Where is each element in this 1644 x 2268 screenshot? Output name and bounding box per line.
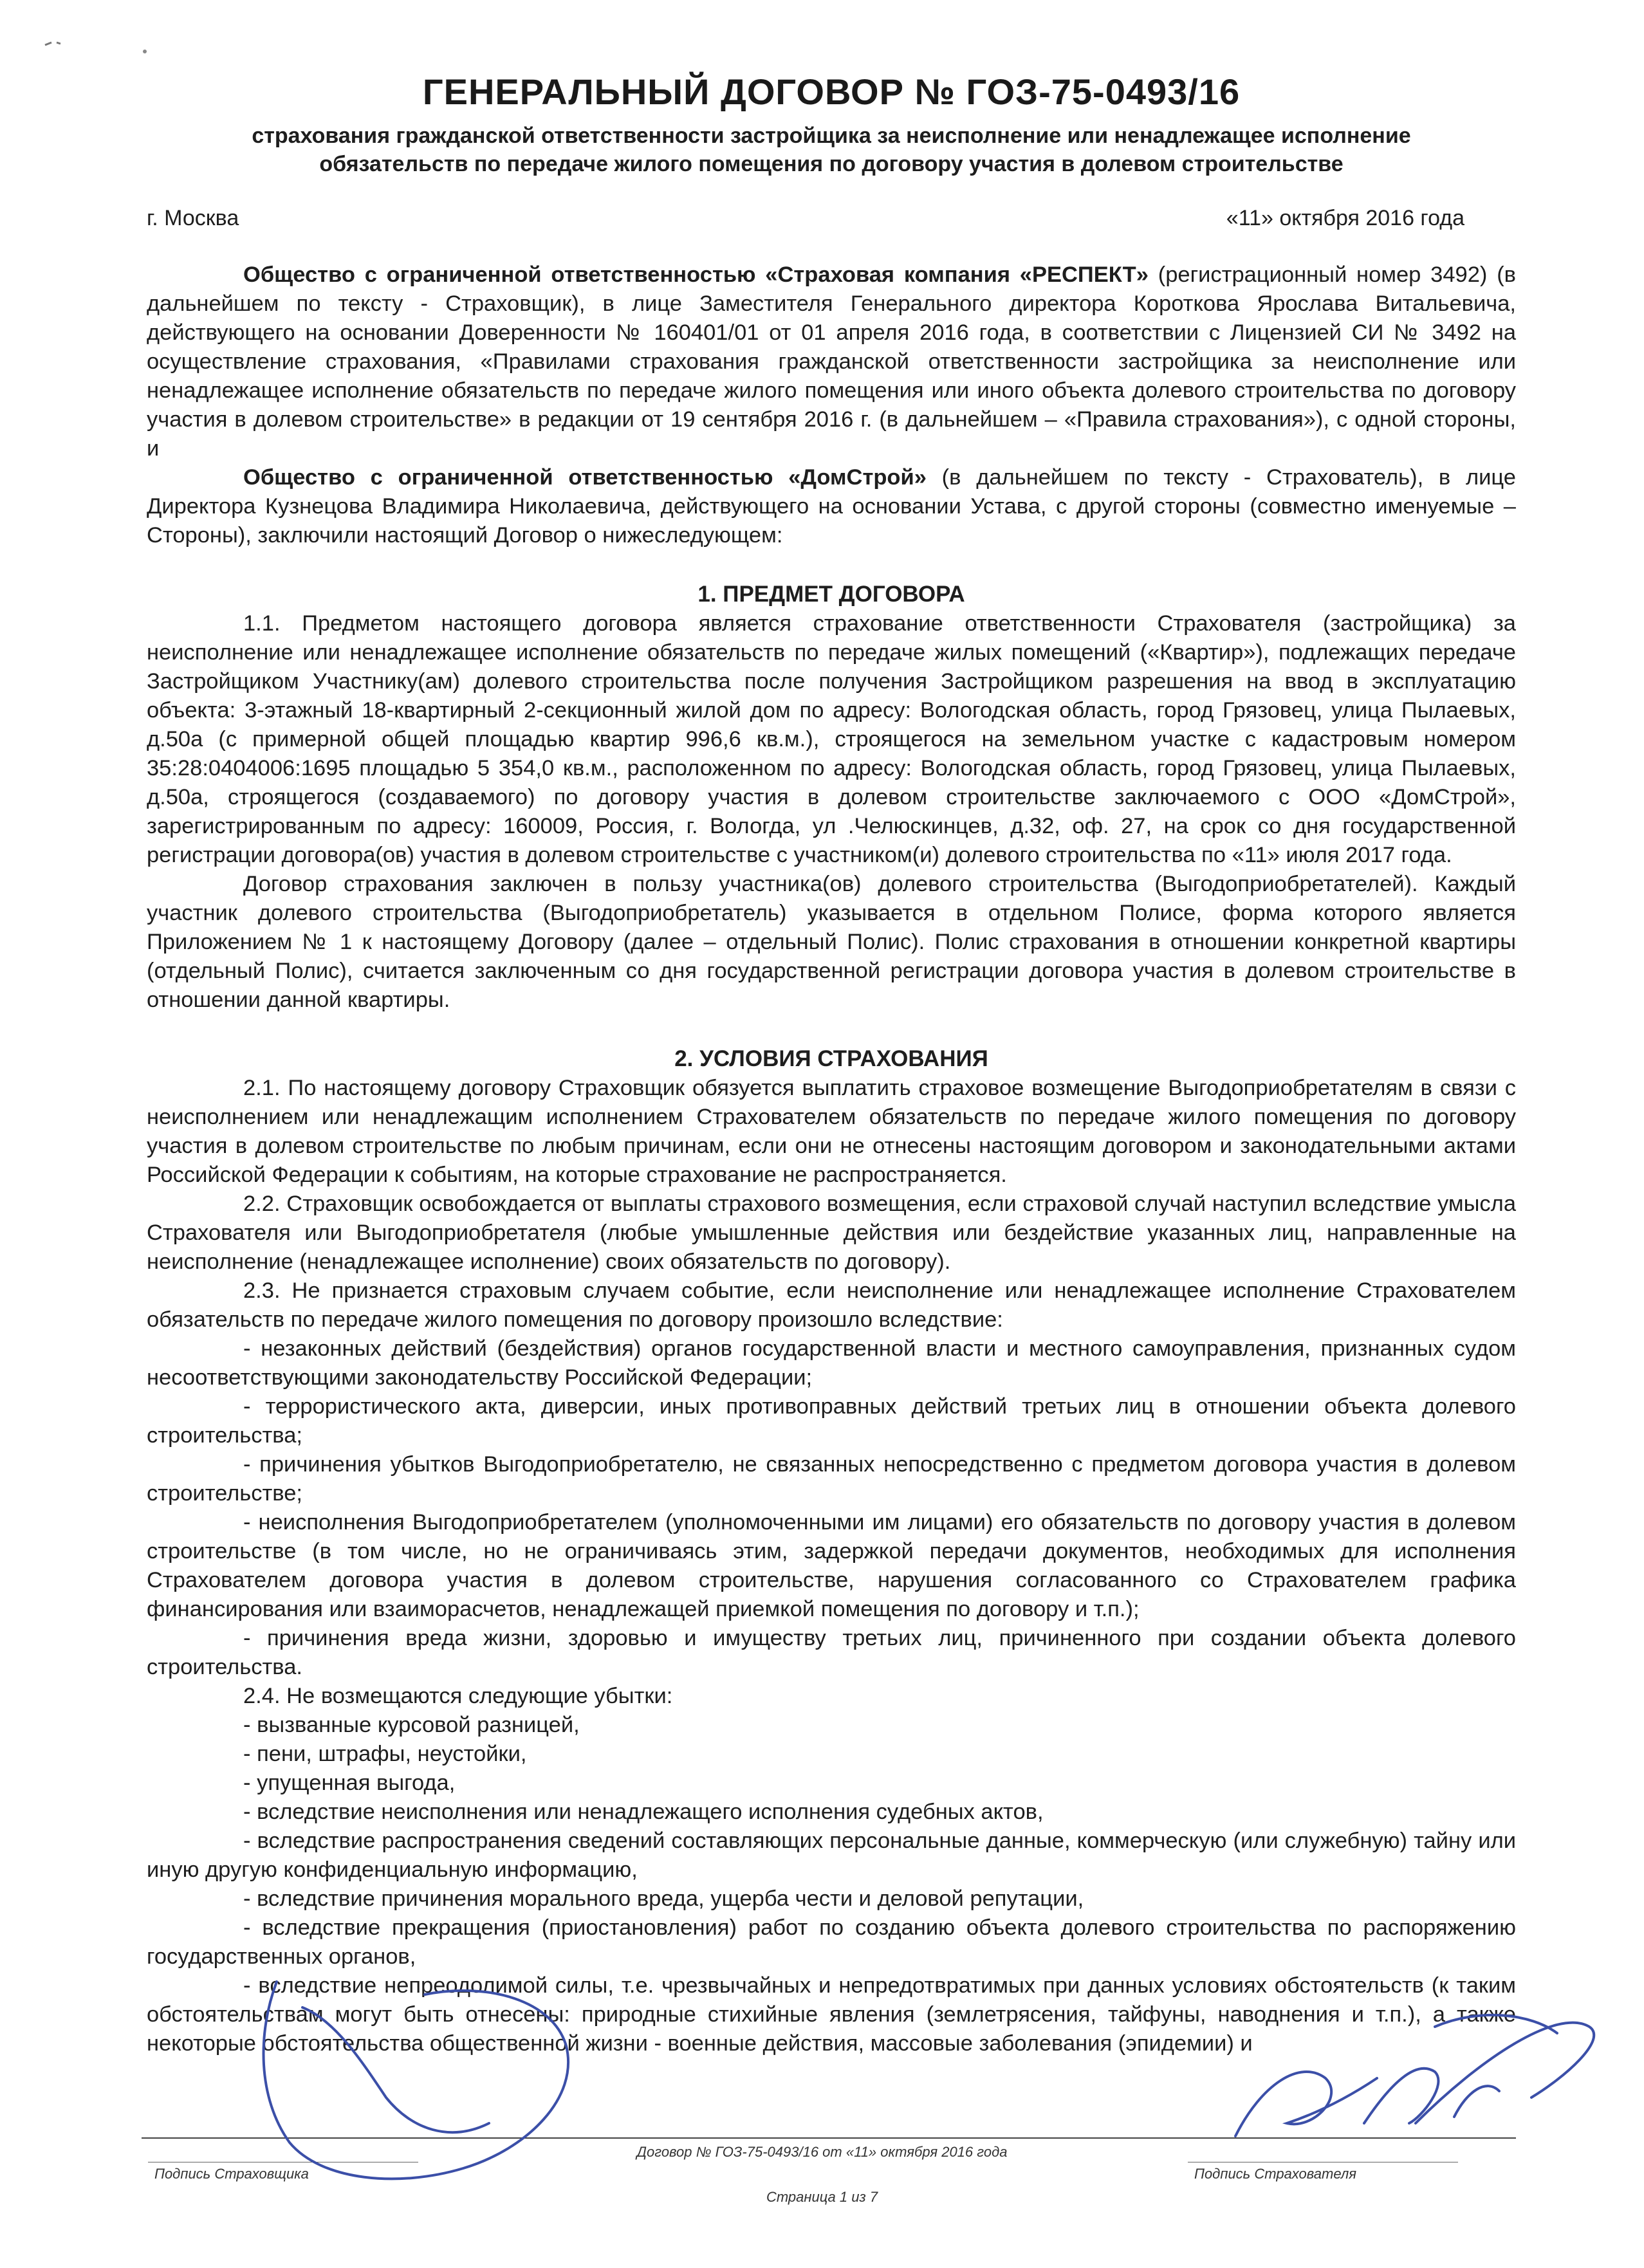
section-1-heading: 1. ПРЕДМЕТ ДОГОВОРА (697, 582, 965, 607)
document-body (147, 71, 1516, 2058)
clause-2-3-item: - неисполнения Выгодоприобретателем (уполномоченными им лицами) его обязательств по договору участия в долевом строительстве (в том числе, но не ограничиваясь этим, задержкой передачи документов, необходимых для исполнения Страхователем договора участия в долевом строительстве, нарушения согласованного со Страхователем графика финансирования или взаиморасчетов, ненадлежащей приемкой помещения по договору и т.п.); (147, 1510, 1516, 1621)
clause-2-3: 2.3. Не признается страховым случаем событие, если неисполнение или ненадлежащее исполнение Страхователем обязательств по передаче жилого помещения по договору произошло вследствие: (147, 1278, 1516, 1332)
clause-2-3-item: - террористического акта, диверсии, иных противоправных действий третьих лиц в отношении объекта долевого строительства; (147, 1394, 1516, 1448)
insurer-text: (регистрационный номер 3492) (в дальнейшем по тексту - Страховщик), в лице Заместителя Генерального директора Короткова Ярослава Витальевича, действующего на основании Доверенности № 160401/01 от 01 апреля 2016 года, в соответствии с Лицензией СИ № 3492 на осуществление страхования, «Правилами страхования гражданской ответственности застройщика за неисполнение или ненадлежащее исполнение обязательств по передаче жилого помещения или иного объекта долевого строительства по договору участия в долевом строительстве» в редакции от 19 сентября 2016 г. (в дальнейшем – «Правила страхования»), с одной стороны, и (147, 263, 1517, 461)
insurer-signature-label: Подпись Страховщика (154, 2166, 309, 2182)
insured-signature-label: Подпись Страхователя (1194, 2166, 1357, 2182)
clause-2-4-item: - вследствие причинения морального вреда, ущерба чести и деловой репутации, (243, 1886, 1084, 1911)
clause-2-4-item: - вследствие распространения сведений составляющих персональные данные, коммерческую (или служебную) тайну или иную другую конфиденциальную информацию, (147, 1829, 1516, 1882)
insurer-name: Общество с ограниченной ответственностью «Страховая компания «РЕСПЕКТ» (243, 263, 1149, 287)
clause-2-1: 2.1. По настоящему договору Страховщик обязуется выплатить страховое возмещение Выгодоприобретателям в связи с неисполнением или ненадлежащим исполнением Страхователем обязательств по передаче жилого помещения по договору участия в долевом строительстве по любым причинам, если они не отнесены настоящим договором и законодательными актами Российской Федерации к событиям, на которые страхование не распространяется. (147, 1076, 1516, 1187)
subtitle-line-2: обязательств по передаче жилого помещения по договору участия в долевом строительстве (319, 152, 1344, 176)
page-number: Страница 1 из 7 (766, 2189, 878, 2205)
document-subtitle (147, 122, 1516, 178)
clause-1-1: 1.1. Предметом настоящего договора является страхование ответственности Страхователя (застройщика) за неисполнение или ненадлежащее исполнение обязательств по передаче жилых помещений («Квартир»), подлежащих передаче Застройщиком Участнику(ам) долевого строительства после получения Застройщиком разрешения на ввод в эксплуатацию объекта: 3-этажный 18-квартирный 2-секционный жилой дом по адресу: Вологодская область, город Грязовец, улица Пылаевых, д.50а (с примерной общей площадью квартир 996,6 кв.м.), строящегося на земельном участке с кадастровым номером 35:28:0404006:1695 площадью 5 354,0 кв.м., расположенном по адресу: Вологодская область, город Грязовец, улица Пылаевых, д.50а, строящегося (создаваемого) по договору участия в долевом строительстве заключаемого с ООО «ДомСтрой», зарегистрированным по адресу: 160009, Россия, г. Вологда, ул .Челюскинцев, д.32, оф. 27, на срок со дня государственной регистрации договора(ов) участия в долевом строительстве с участником(и) долевого строительства по «11» июля 2017 года. (147, 611, 1516, 867)
clause-2-3-item: - причинения убытков Выгодоприобретателю, не связанных непосредственно с предметом договора участия в долевом строительстве; (147, 1452, 1516, 1506)
scan-artifacts (0, 0, 193, 80)
clause-2-4: 2.4. Не возмещаются следующие убытки: (243, 1684, 673, 1708)
insured-text: (в дальнейшем по тексту - Страхователь), в лице Директора Кузнецова Владимира Николаевича, действующего на основании Устава, с другой стороны (совместно именуемые – Стороны), заключили настоящий Договор о нижеследующем: (147, 465, 1516, 548)
document-title: ГЕНЕРАЛЬНЫЙ ДОГОВОР № ГОЗ-75-0493/16 (422, 71, 1241, 112)
subtitle-line-1: страхования гражданской ответственности застройщика за неисполнение или ненадлежащее исполнение (252, 124, 1411, 148)
clause-2-3-item: - незаконных действий (бездействия) органов государственной власти и местного самоуправления, признанных судом несоответствующими законодательству Российской Федерации; (147, 1336, 1516, 1390)
insured-name: Общество с ограниченной ответственностью «ДомСтрой» (243, 465, 927, 490)
clause-1-1-continued: Договор страхования заключен в пользу участника(ов) долевого строительства (Выгодоприобретателей). Каждый участник долевого строительства (Выгодоприобретатель) указывается в отдельном Полисе, форма которого является Приложением № 1 к настоящему Договору (далее – отдельный Полис). Полис страхования в отношении конкретной квартиры (отдельный Полис), считается заключенным со дня государственной регистрации договора участия в долевом строительстве в отношении данной квартиры. (147, 872, 1516, 1012)
clause-2-4-item: - пени, штрафы, неустойки, (243, 1742, 527, 1766)
clause-2-4-item: - вследствие непреодолимой силы, т.е. чрезвычайных и непредотвратимых при данных условиях обстоятельств (к таким обстоятельствам могут быть отнесены: природные стихийные явления (землетрясения, тайфуны, наводнения и т.п.), а также некоторые обстоятельства общественной жизни - военные действия, массовые заболевания (эпидемии) и (147, 1973, 1516, 2056)
section-2-heading: 2. УСЛОВИЯ СТРАХОВАНИЯ (674, 1046, 988, 1071)
city: г. Москва (147, 206, 239, 230)
place-date-row (147, 204, 1516, 232)
preamble-insurer (147, 261, 1516, 463)
clause-2-4-item: - вызванные курсовой разницей, (243, 1713, 580, 1737)
clause-2-3-item: - причинения вреда жизни, здоровью и имуществу третьих лиц, причиненного при создании объекта долевого строительства. (147, 1626, 1516, 1679)
clause-2-4-item: - вследствие неисполнения или ненадлежащего исполнения судебных актов, (243, 1800, 1044, 1824)
scan-artifact-icon (0, 0, 193, 77)
footer-document-reference: Договор № ГОЗ-75-0493/16 от «11» октября 2016 года (636, 2144, 1008, 2160)
footer-divider (142, 2137, 1516, 2139)
clause-2-4-item: - упущенная выгода, (243, 1771, 456, 1795)
clause-2-2: 2.2. Страховщик освобождается от выплаты страхового возмещения, если страховой случай наступил вследствие умысла Страхователя или Выгодоприобретателя (любые умышленные действия или бездействие указанных лиц, направленные на неисполнение (ненадлежащее исполнение) своих обязательств по договору). (147, 1192, 1516, 1274)
clause-2-4-item: - вследствие прекращения (приостановления) работ по созданию объекта долевого строительства по распоряжению государственных органов, (147, 1915, 1516, 1969)
preamble-insured (147, 463, 1516, 550)
contract-date: «11» октября 2016 года (1226, 206, 1464, 230)
